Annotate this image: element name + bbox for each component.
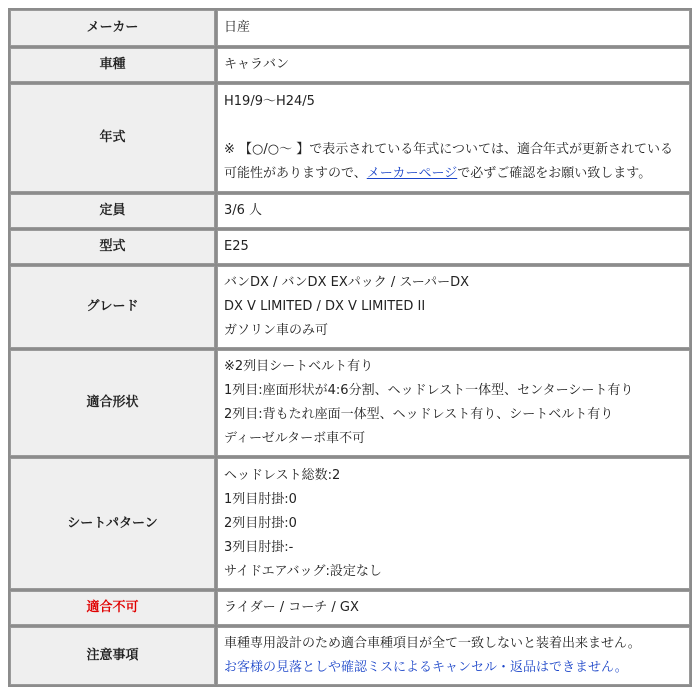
label-model: 車種 (99, 57, 126, 72)
value-incompatible: ライダー / コーチ / GX (217, 591, 690, 625)
row-header-fit-shape (10, 350, 215, 456)
value-year (217, 84, 690, 192)
row-model (10, 48, 690, 82)
label-grade: グレード (86, 299, 139, 314)
row-header-maker (10, 10, 215, 46)
value-fit-shape (217, 350, 690, 456)
fit-shape-line: 2列目:背もたれ座面一体型、ヘッドレスト有り、シートベルト有り (224, 407, 614, 422)
notes-line: 車種専用設計のため適合車種項目が全て一致しないと装着出来ません。 (224, 636, 641, 651)
row-capacity (10, 194, 690, 228)
row-notes (10, 627, 690, 685)
value-notes (217, 627, 690, 685)
value-seat-pattern (217, 458, 690, 589)
seat-pattern-line: 2列目肘掛:0 (224, 515, 297, 531)
year-note-line1: ※ 【○/○〜 】で表示されている年式については、適合年式が更新されている (224, 142, 673, 157)
value-grade (217, 266, 690, 348)
spec-table-container (8, 8, 692, 687)
label-capacity: 定員 (99, 203, 126, 218)
label-incompatible: 適合不可 (86, 600, 139, 615)
row-header-year (10, 84, 215, 192)
value-maker: 日産 (217, 10, 690, 46)
grade-line: DX V LIMITED / DX V LIMITED II (224, 299, 426, 314)
grade-line: ガソリン車のみ可 (224, 323, 329, 338)
seat-pattern-line: 3列目肘掛:- (224, 539, 294, 555)
label-year: 年式 (99, 130, 126, 145)
row-header-grade (10, 266, 215, 348)
row-type (10, 230, 690, 264)
spec-table (8, 8, 692, 687)
seat-pattern-line: サイドエアバッグ:設定なし (224, 563, 382, 579)
row-grade (10, 266, 690, 348)
fit-shape-line: ※2列目シートベルト有り (224, 359, 374, 374)
row-maker (10, 10, 690, 46)
row-header-notes (10, 627, 215, 685)
year-note-post: で必ずご確認をお願い致します。 (457, 166, 652, 181)
label-seat-pattern: シートパターン (67, 515, 158, 531)
row-incompatible (10, 591, 690, 625)
seat-pattern-line: 1列目肘掛:0 (224, 491, 297, 507)
value-type: E25 (217, 230, 690, 264)
year-note-line2 (224, 162, 683, 186)
row-header-seat-pattern (10, 458, 215, 589)
row-header-model (10, 48, 215, 82)
maker-page-link[interactable]: メーカーページ (366, 166, 458, 181)
label-notes: 注意事項 (86, 648, 139, 663)
label-maker: メーカー (86, 20, 139, 35)
label-fit-shape: 適合形状 (86, 395, 139, 410)
notes-warning-line: お客様の見落としや確認ミスによるキャンセル・返品はできません。 (224, 660, 628, 675)
value-model: キャラバン (217, 48, 690, 82)
spacer (224, 114, 683, 138)
row-header-type (10, 230, 215, 264)
fit-shape-line: ディーゼルターボ車不可 (224, 431, 366, 446)
row-seat-pattern (10, 458, 690, 589)
row-header-incompatible (10, 591, 215, 625)
row-year (10, 84, 690, 192)
year-note-pre: 可能性がありますので、 (224, 166, 367, 181)
value-capacity: 3/6 人 (217, 194, 690, 228)
row-header-capacity (10, 194, 215, 228)
fit-shape-line: 1列目:座面形状が4:6分割、ヘッドレスト一体型、センターシート有り (224, 383, 634, 398)
year-range: H19/9〜H24/5 (224, 94, 315, 109)
label-type: 型式 (99, 239, 126, 254)
grade-line: バンDX / バンDX EXパック / スーパーDX (224, 275, 469, 290)
row-fit-shape (10, 350, 690, 456)
seat-pattern-line: ヘッドレスト総数:2 (224, 467, 341, 483)
